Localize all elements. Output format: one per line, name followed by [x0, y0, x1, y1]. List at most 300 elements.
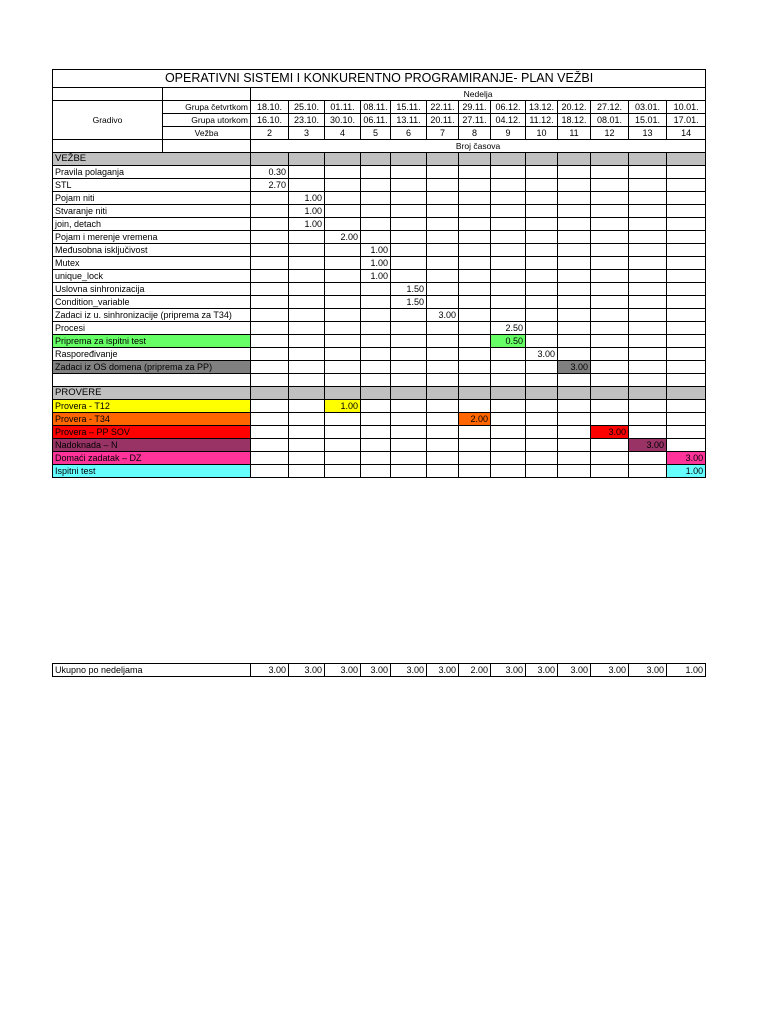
empty-cell	[629, 192, 667, 205]
empty-cell	[163, 88, 251, 101]
date-utorak-cell: 17.01.	[667, 114, 706, 127]
empty-cell	[251, 296, 289, 309]
empty-cell	[591, 283, 629, 296]
empty-cell	[558, 439, 591, 452]
empty-cell	[427, 166, 459, 179]
row-label: unique_lock	[53, 270, 251, 283]
empty-cell	[491, 231, 526, 244]
empty-cell	[558, 426, 591, 439]
empty-cell	[325, 413, 361, 426]
empty-cell	[491, 205, 526, 218]
empty-cell	[491, 166, 526, 179]
empty-cell	[591, 309, 629, 322]
nedelja-row	[53, 88, 706, 101]
empty-cell	[325, 361, 361, 374]
empty-cell	[427, 374, 459, 387]
value-cell: 2.00	[459, 413, 491, 426]
empty-cell	[558, 218, 591, 231]
empty-cell	[526, 465, 558, 478]
broj-casova-header: Broj časova	[251, 140, 706, 153]
table-row	[53, 426, 706, 439]
empty-cell	[251, 283, 289, 296]
empty-cell	[591, 452, 629, 465]
empty-cell	[289, 179, 325, 192]
empty-cell	[427, 218, 459, 231]
value-cell: 3.00	[629, 439, 667, 452]
empty-cell	[526, 296, 558, 309]
empty-cell	[667, 296, 706, 309]
vezba-number-cell: 3	[289, 127, 325, 140]
empty-cell	[591, 153, 629, 166]
value-cell: 1.50	[391, 296, 427, 309]
row-label: Stvaranje niti	[53, 205, 251, 218]
value-cell: 3.00	[526, 348, 558, 361]
total-value-cell: 3.00	[391, 664, 427, 677]
row-label: Međusobna isključivost	[53, 244, 251, 257]
empty-cell	[459, 387, 491, 400]
date-cetvrtak-cell: 08.11.	[361, 101, 391, 114]
title-row	[53, 70, 706, 88]
empty-cell	[526, 452, 558, 465]
empty-cell	[361, 413, 391, 426]
empty-cell	[325, 322, 361, 335]
empty-cell	[163, 140, 251, 153]
empty-cell	[591, 218, 629, 231]
empty-cell	[427, 257, 459, 270]
empty-cell	[526, 192, 558, 205]
date-cetvrtak-cell: 27.12.	[591, 101, 629, 114]
empty-cell	[289, 387, 325, 400]
empty-cell	[361, 348, 391, 361]
table-row	[53, 166, 706, 179]
table-row	[53, 452, 706, 465]
empty-cell	[289, 244, 325, 257]
row-label: join, detach	[53, 218, 251, 231]
empty-cell	[459, 283, 491, 296]
empty-cell	[391, 166, 427, 179]
empty-cell	[591, 465, 629, 478]
empty-cell	[667, 426, 706, 439]
empty-cell	[459, 439, 491, 452]
empty-cell	[667, 439, 706, 452]
empty-cell	[289, 166, 325, 179]
empty-cell	[558, 192, 591, 205]
row-label: Provera - T34	[53, 413, 251, 426]
table-row	[53, 335, 706, 348]
empty-cell	[629, 400, 667, 413]
row-label: Zadaci iz u. sinhronizacije (priprema za T34)	[53, 309, 251, 322]
empty-cell	[251, 322, 289, 335]
row-label: Condition_variable	[53, 296, 251, 309]
total-value-cell: 2.00	[459, 664, 491, 677]
empty-cell	[558, 179, 591, 192]
row-label: Zadaci iz OS domena (priprema za PP)	[53, 361, 251, 374]
empty-cell	[325, 296, 361, 309]
empty-cell	[459, 374, 491, 387]
empty-cell	[459, 296, 491, 309]
empty-cell	[491, 374, 526, 387]
empty-cell	[459, 231, 491, 244]
empty-cell	[325, 205, 361, 218]
empty-cell	[491, 439, 526, 452]
empty-cell	[526, 387, 558, 400]
empty-cell	[491, 361, 526, 374]
empty-cell	[427, 452, 459, 465]
value-cell: 3.00	[667, 452, 706, 465]
empty-cell	[491, 244, 526, 257]
empty-cell	[325, 153, 361, 166]
empty-cell	[427, 231, 459, 244]
empty-cell	[427, 335, 459, 348]
empty-cell	[325, 348, 361, 361]
empty-cell	[591, 439, 629, 452]
vezba-number-cell: 8	[459, 127, 491, 140]
empty-cell	[526, 179, 558, 192]
date-utorak-cell: 06.11.	[361, 114, 391, 127]
empty-cell	[491, 153, 526, 166]
empty-cell	[629, 296, 667, 309]
empty-cell	[325, 439, 361, 452]
date-cetvrtak-cell: 25.10.	[289, 101, 325, 114]
empty-cell	[591, 400, 629, 413]
empty-cell	[591, 257, 629, 270]
empty-cell	[391, 192, 427, 205]
empty-cell	[289, 465, 325, 478]
empty-cell	[361, 322, 391, 335]
empty-cell	[558, 270, 591, 283]
empty-cell	[361, 387, 391, 400]
empty-cell	[251, 231, 289, 244]
date-cetvrtak-cell: 20.12.	[558, 101, 591, 114]
total-value-cell: 3.00	[289, 664, 325, 677]
empty-cell	[361, 309, 391, 322]
empty-cell	[591, 205, 629, 218]
page-title: OPERATIVNI SISTEMI I KONKURENTNO PROGRAMIRANJE- PLAN VEŽBI	[53, 70, 706, 88]
empty-cell	[591, 270, 629, 283]
empty-cell	[459, 179, 491, 192]
date-utorak-cell: 18.12.	[558, 114, 591, 127]
total-value-cell: 3.00	[427, 664, 459, 677]
empty-cell	[251, 452, 289, 465]
empty-cell	[629, 283, 667, 296]
row-label: Domaći zadatak – DZ	[53, 452, 251, 465]
empty-cell	[391, 270, 427, 283]
empty-cell	[526, 439, 558, 452]
table-row	[53, 465, 706, 478]
empty-cell	[459, 426, 491, 439]
date-utorak-cell: 20.11.	[427, 114, 459, 127]
vezbe-section-header: VEŽBE	[53, 153, 251, 166]
empty-cell	[391, 322, 427, 335]
empty-cell	[667, 218, 706, 231]
vezba-number-cell: 2	[251, 127, 289, 140]
empty-cell	[53, 374, 251, 387]
date-utorak-cell: 23.10.	[289, 114, 325, 127]
empty-cell	[629, 465, 667, 478]
empty-cell	[558, 244, 591, 257]
date-utorak-cell: 04.12.	[491, 114, 526, 127]
empty-cell	[391, 244, 427, 257]
empty-cell	[591, 374, 629, 387]
empty-cell	[391, 387, 427, 400]
empty-cell	[325, 387, 361, 400]
vezba-number-cell: 12	[591, 127, 629, 140]
grupa-utorkom-label: Grupa utorkom	[163, 114, 251, 127]
empty-cell	[251, 374, 289, 387]
empty-cell	[427, 153, 459, 166]
empty-cell	[459, 322, 491, 335]
empty-cell	[667, 400, 706, 413]
total-value-cell: 3.00	[325, 664, 361, 677]
vezba-number-cell: 4	[325, 127, 361, 140]
empty-cell	[251, 361, 289, 374]
empty-cell	[325, 244, 361, 257]
value-cell: 2.50	[491, 322, 526, 335]
empty-cell	[289, 374, 325, 387]
vezba-label: Vežba	[163, 127, 251, 140]
date-cetvrtak-cell: 10.01.	[667, 101, 706, 114]
empty-cell	[558, 374, 591, 387]
table-row	[53, 244, 706, 257]
value-cell: 2.00	[325, 231, 361, 244]
empty-cell	[526, 361, 558, 374]
empty-cell	[491, 218, 526, 231]
empty-cell	[591, 179, 629, 192]
date-utorak-cell: 30.10.	[325, 114, 361, 127]
empty-cell	[526, 426, 558, 439]
empty-cell	[629, 179, 667, 192]
empty-cell	[53, 88, 163, 101]
vezbe-section-row	[53, 153, 706, 166]
grupa-cetvrtkom-label: Grupa četvrtkom	[163, 101, 251, 114]
empty-cell	[391, 465, 427, 478]
empty-cell	[558, 257, 591, 270]
date-utorak-cell: 11.12.	[526, 114, 558, 127]
empty-cell	[459, 465, 491, 478]
total-value-cell: 3.00	[629, 664, 667, 677]
empty-cell	[361, 179, 391, 192]
empty-cell	[667, 335, 706, 348]
date-cetvrtak-cell: 29.11.	[459, 101, 491, 114]
vezba-number-cell: 6	[391, 127, 427, 140]
empty-cell	[427, 205, 459, 218]
empty-cell	[667, 244, 706, 257]
empty-cell	[629, 387, 667, 400]
date-cetvrtak-cell: 22.11.	[427, 101, 459, 114]
empty-cell	[427, 465, 459, 478]
empty-cell	[558, 348, 591, 361]
empty-cell	[361, 296, 391, 309]
empty-cell	[391, 348, 427, 361]
empty-cell	[491, 192, 526, 205]
vezba-number-cell: 13	[629, 127, 667, 140]
empty-cell	[325, 257, 361, 270]
empty-cell	[491, 270, 526, 283]
empty-cell	[251, 413, 289, 426]
empty-cell	[53, 140, 163, 153]
total-value-cell: 3.00	[491, 664, 526, 677]
empty-cell	[526, 270, 558, 283]
value-cell: 3.00	[427, 309, 459, 322]
empty-cell	[251, 192, 289, 205]
empty-cell	[325, 426, 361, 439]
empty-cell	[289, 361, 325, 374]
empty-cell	[391, 218, 427, 231]
empty-cell	[391, 374, 427, 387]
empty-cell	[391, 413, 427, 426]
empty-cell	[459, 257, 491, 270]
table-row	[53, 205, 706, 218]
empty-cell	[459, 452, 491, 465]
empty-cell	[391, 257, 427, 270]
empty-cell	[459, 400, 491, 413]
value-cell: 0.50	[491, 335, 526, 348]
empty-cell	[667, 166, 706, 179]
empty-cell	[558, 335, 591, 348]
empty-cell	[526, 322, 558, 335]
table-row	[53, 322, 706, 335]
row-label: Pravila polaganja	[53, 166, 251, 179]
empty-cell	[361, 452, 391, 465]
empty-cell	[491, 426, 526, 439]
empty-cell	[289, 296, 325, 309]
table-row	[53, 413, 706, 426]
empty-cell	[289, 153, 325, 166]
value-cell: 1.00	[289, 205, 325, 218]
empty-cell	[491, 348, 526, 361]
empty-cell	[491, 296, 526, 309]
value-cell: 1.00	[361, 270, 391, 283]
date-utorak-cell: 16.10.	[251, 114, 289, 127]
empty-cell	[361, 465, 391, 478]
empty-cell	[629, 322, 667, 335]
empty-cell	[459, 335, 491, 348]
empty-cell	[526, 218, 558, 231]
value-cell: 1.00	[361, 257, 391, 270]
empty-cell	[289, 322, 325, 335]
table-row	[53, 296, 706, 309]
date-cetvrtak-cell: 15.11.	[391, 101, 427, 114]
row-label: Priprema za ispitni test	[53, 335, 251, 348]
provere-section-header: PROVERE	[53, 387, 251, 400]
empty-cell	[427, 244, 459, 257]
empty-cell	[391, 309, 427, 322]
empty-cell	[591, 166, 629, 179]
empty-cell	[591, 387, 629, 400]
empty-cell	[491, 387, 526, 400]
empty-cell	[558, 231, 591, 244]
empty-cell	[591, 348, 629, 361]
empty-cell	[667, 231, 706, 244]
date-utorak-cell: 13.11.	[391, 114, 427, 127]
empty-cell	[427, 439, 459, 452]
empty-cell	[629, 231, 667, 244]
empty-cell	[361, 218, 391, 231]
empty-cell	[427, 296, 459, 309]
empty-cell	[427, 348, 459, 361]
empty-cell	[459, 270, 491, 283]
empty-cell	[558, 322, 591, 335]
empty-cell	[459, 244, 491, 257]
row-label: Ispitni test	[53, 465, 251, 478]
empty-cell	[558, 413, 591, 426]
value-cell: 1.00	[289, 218, 325, 231]
empty-cell	[289, 452, 325, 465]
empty-cell	[491, 283, 526, 296]
table-row	[53, 400, 706, 413]
table-row	[53, 270, 706, 283]
date-cetvrtak-cell: 06.12.	[491, 101, 526, 114]
empty-cell	[629, 361, 667, 374]
empty-cell	[459, 166, 491, 179]
date-cetvrtak-cell: 03.01.	[629, 101, 667, 114]
empty-cell	[667, 413, 706, 426]
empty-cell	[591, 361, 629, 374]
empty-cell	[251, 439, 289, 452]
empty-cell	[558, 387, 591, 400]
empty-cell	[325, 179, 361, 192]
empty-cell	[289, 257, 325, 270]
empty-cell	[459, 348, 491, 361]
empty-cell	[667, 153, 706, 166]
empty-cell	[629, 244, 667, 257]
date-utorak-cell: 08.01.	[591, 114, 629, 127]
empty-cell	[251, 244, 289, 257]
empty-cell	[427, 322, 459, 335]
plan-table	[52, 69, 706, 478]
provere-section-row	[53, 387, 706, 400]
empty-cell	[391, 400, 427, 413]
empty-cell	[427, 413, 459, 426]
empty-cell	[361, 439, 391, 452]
empty-cell	[325, 452, 361, 465]
row-label: Mutex	[53, 257, 251, 270]
empty-cell	[591, 322, 629, 335]
empty-cell	[361, 335, 391, 348]
empty-cell	[361, 153, 391, 166]
empty-cell	[391, 452, 427, 465]
empty-cell	[526, 283, 558, 296]
empty-cell	[491, 400, 526, 413]
empty-cell	[361, 166, 391, 179]
value-cell: 1.00	[289, 192, 325, 205]
empty-cell	[391, 335, 427, 348]
empty-cell	[391, 179, 427, 192]
nedelja-header: Nedelja	[251, 88, 706, 101]
date-utorak-cell: 15.01.	[629, 114, 667, 127]
row-label: Pojam i merenje vremena	[53, 231, 251, 244]
row-label: STL	[53, 179, 251, 192]
vezba-number-cell: 5	[361, 127, 391, 140]
empty-cell	[289, 426, 325, 439]
empty-cell	[325, 335, 361, 348]
empty-cell	[289, 335, 325, 348]
broj-casova-row	[53, 140, 706, 153]
gradivo-header: Gradivo	[53, 101, 163, 140]
vezba-number-cell: 9	[491, 127, 526, 140]
empty-cell	[361, 374, 391, 387]
empty-cell	[325, 192, 361, 205]
empty-cell	[427, 192, 459, 205]
empty-cell	[251, 387, 289, 400]
empty-cell	[251, 218, 289, 231]
empty-cell	[526, 374, 558, 387]
value-cell: 1.00	[325, 400, 361, 413]
empty-cell	[667, 309, 706, 322]
grupa-cetvrtkom-row	[53, 101, 706, 114]
empty-cell	[591, 413, 629, 426]
empty-cell	[251, 426, 289, 439]
